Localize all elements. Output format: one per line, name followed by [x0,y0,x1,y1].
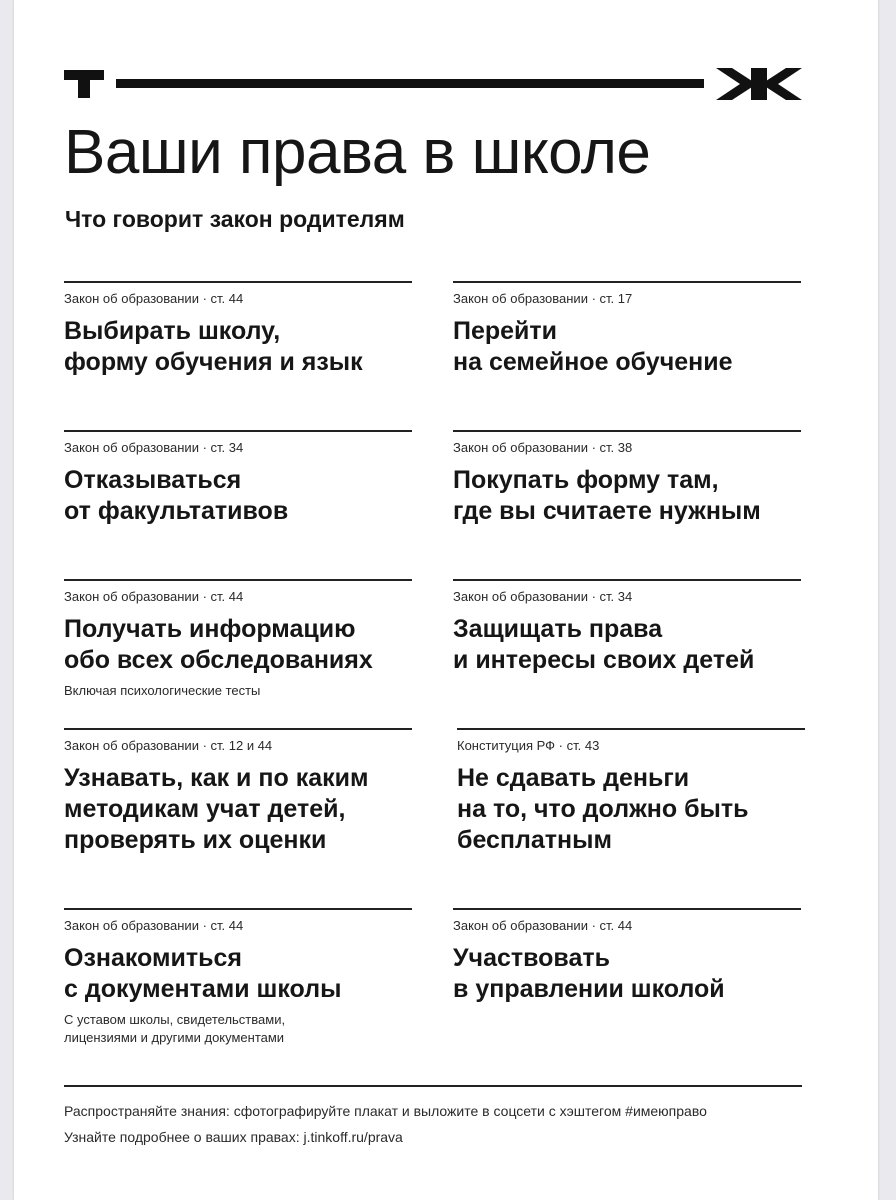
page-title: Ваши права в школе [64,118,651,187]
right-card-exam-info [64,579,412,700]
right-card-buy-uniform [453,430,801,527]
right-note: С уставом школы, свидетельствами, лицензиями и другими документами [64,1012,286,1045]
right-heading: Ознакомиться с документами школы [64,944,342,1003]
law-reference: Закон об образовании · ст. 38 [453,440,633,455]
t-letter-icon [64,70,104,98]
right-heading: Узнавать, как и по каким методикам учат детей, проверять их оценки [64,764,369,854]
poster-sheet [14,0,878,1200]
right-card-school-management [453,908,801,1005]
law-reference: Закон об образовании · ст. 34 [64,440,244,455]
zh-letter-icon [714,68,804,100]
footer-more-link-text: Узнайте подробнее о ваших правах: j.tinkoff.ru/prava [64,1129,403,1145]
footer-share-text: Распространяйте знания: сфотографируйте плакат и выложите в соцсети с хэштегом #имеюправо [64,1103,707,1119]
right-card-teaching-methods [64,728,412,856]
right-heading: Защищать права и интересы своих детей [453,615,755,674]
law-reference: Конституция РФ · ст. 43 [457,738,600,753]
law-reference: Закон об образовании · ст. 12 и 44 [64,738,273,753]
page-subtitle: Что говорит закон родителям [65,206,405,232]
right-card-family-education [453,281,801,378]
right-heading: Получать информацию обо всех обследованиях [64,615,373,674]
right-card-no-fees [457,728,805,856]
right-heading: Покупать форму там, где вы считаете нужным [453,466,761,525]
law-reference: Закон об образовании · ст. 44 [64,291,244,306]
law-reference: Закон об образовании · ст. 44 [453,918,633,933]
right-heading: Не сдавать деньги на то, что должно быть бесплатным [457,764,749,854]
tzh-logo [64,70,804,100]
right-card-choose-school [64,281,412,378]
right-heading: Выбирать школу, форму обучения и язык [64,317,363,376]
right-card-school-documents [64,908,412,1047]
right-card-protect-rights [453,579,801,676]
footer-divider [64,1085,802,1087]
right-note: Включая психологические тесты [64,683,261,698]
right-card-refuse-electives [64,430,412,527]
logo-line [116,79,704,88]
law-reference: Закон об образовании · ст. 34 [453,589,633,604]
right-heading: Перейти на семейное обучение [453,317,733,376]
law-reference: Закон об образовании · ст. 17 [453,291,633,306]
law-reference: Закон об образовании · ст. 44 [64,918,244,933]
law-reference: Закон об образовании · ст. 44 [64,589,244,604]
right-heading: Участвовать в управлении школой [453,944,725,1003]
right-heading: Отказываться от факультативов [64,466,289,525]
